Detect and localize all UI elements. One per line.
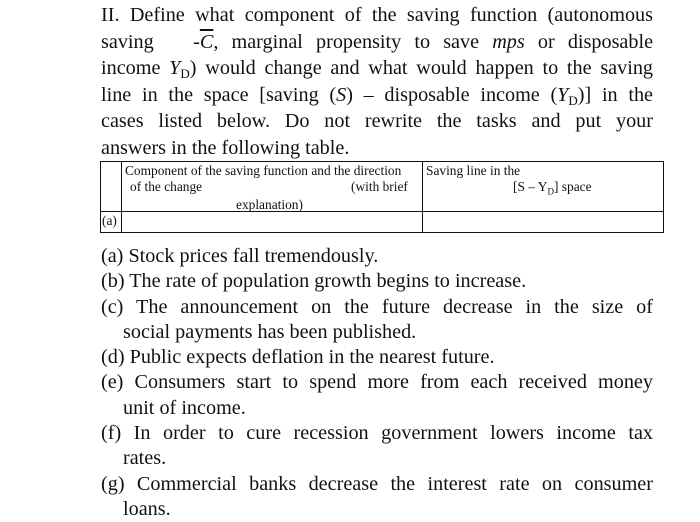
text-saving: saving bbox=[101, 30, 154, 53]
instruction-line-3 bbox=[101, 55, 653, 82]
y-symbol: Y bbox=[169, 57, 181, 80]
task-item-a bbox=[101, 244, 653, 269]
task-item-c bbox=[101, 295, 653, 346]
task-c-continuation: social payments has been published. bbox=[123, 320, 417, 343]
instruction-line-6: answers in the following table. bbox=[101, 136, 350, 159]
row-a-label-cell bbox=[101, 212, 122, 233]
task-item-d bbox=[101, 345, 653, 370]
y-symbol-2: Y bbox=[557, 83, 569, 106]
header-saving-space-end: ] space bbox=[553, 179, 592, 194]
text-or-disposable: or disposable bbox=[537, 30, 654, 53]
task-f-text: (f) In order to cure recession government lowers income tax bbox=[101, 422, 653, 445]
s-symbol: S bbox=[336, 83, 347, 106]
neg-sign: - bbox=[193, 30, 200, 53]
autonomous-consumption-symbol: $\overline{C}$ bbox=[199, 30, 214, 53]
task-e-continuation: unit of income. bbox=[123, 396, 246, 419]
text-in-the: )] in the bbox=[577, 83, 653, 106]
header-saving-line-1: Saving line in the bbox=[426, 163, 521, 178]
header-saving-line-2 bbox=[513, 179, 592, 200]
header-component-cell bbox=[122, 162, 423, 212]
answer-table bbox=[100, 161, 664, 233]
paren-close: ) bbox=[189, 57, 197, 80]
header-saving-subscript: D bbox=[547, 186, 554, 197]
task-f-continuation: rates. bbox=[123, 447, 167, 470]
task-item-g bbox=[101, 472, 653, 522]
instruction-line-2 bbox=[101, 29, 653, 56]
header-component-line-3: explanation) bbox=[236, 197, 303, 212]
task-b-text: (b) The rate of population growth begins to increase. bbox=[101, 270, 527, 293]
header-saving-line-cell bbox=[423, 162, 664, 212]
task-item-f bbox=[101, 421, 653, 472]
row-a-saving-line-cell[interactable] bbox=[423, 212, 664, 233]
header-component-line-1: Component of the saving function and the direction bbox=[125, 163, 402, 178]
instruction-line-5: cases listed below. Do not rewrite the tasks and put your bbox=[101, 110, 653, 133]
header-component-line-2-right: (with brief bbox=[351, 179, 408, 194]
text-disposable-income: ) – disposable income ( bbox=[346, 83, 558, 106]
task-item-b bbox=[101, 269, 653, 294]
instruction-line-4 bbox=[101, 82, 653, 109]
text-line-in-space: line in the space [saving ( bbox=[101, 83, 337, 106]
answer-table-header-row bbox=[101, 162, 664, 212]
text-income: income bbox=[101, 57, 161, 80]
task-g-text: (g) Commercial banks decrease the interest rate on consumer bbox=[101, 472, 653, 495]
task-e-text: (e) Consumers start to spend more from each received money bbox=[101, 371, 653, 394]
d-subscript-2: D bbox=[568, 92, 578, 108]
row-a-label: (a) bbox=[102, 213, 117, 228]
header-saving-space-start: [S – Y bbox=[513, 179, 548, 194]
instruction-line-1: II. Define what component of the saving function (autonomous bbox=[101, 4, 653, 26]
text-would-change: would change and what would happen to the saving bbox=[205, 57, 654, 80]
header-index-cell bbox=[101, 162, 122, 212]
task-d-text: (d) Public expects deflation in the nearest future. bbox=[101, 346, 495, 369]
answer-row-a bbox=[101, 212, 664, 233]
task-instructions bbox=[101, 2, 653, 162]
comma: , bbox=[213, 30, 219, 53]
task-item-e bbox=[101, 370, 653, 421]
task-list bbox=[101, 244, 653, 522]
task-g-continuation: loans. bbox=[123, 497, 171, 520]
task-a-text: (a) Stock prices fall tremendously. bbox=[101, 245, 379, 267]
d-subscript: D bbox=[180, 66, 190, 82]
row-a-component-cell[interactable] bbox=[122, 212, 423, 233]
mps-symbol: mps bbox=[492, 30, 525, 53]
header-component-line-2-left: of the change bbox=[130, 179, 203, 194]
task-c-text: (c) The announcement on the future decrease in the size of bbox=[101, 295, 653, 318]
text-mps-label: marginal propensity to save bbox=[231, 30, 480, 53]
